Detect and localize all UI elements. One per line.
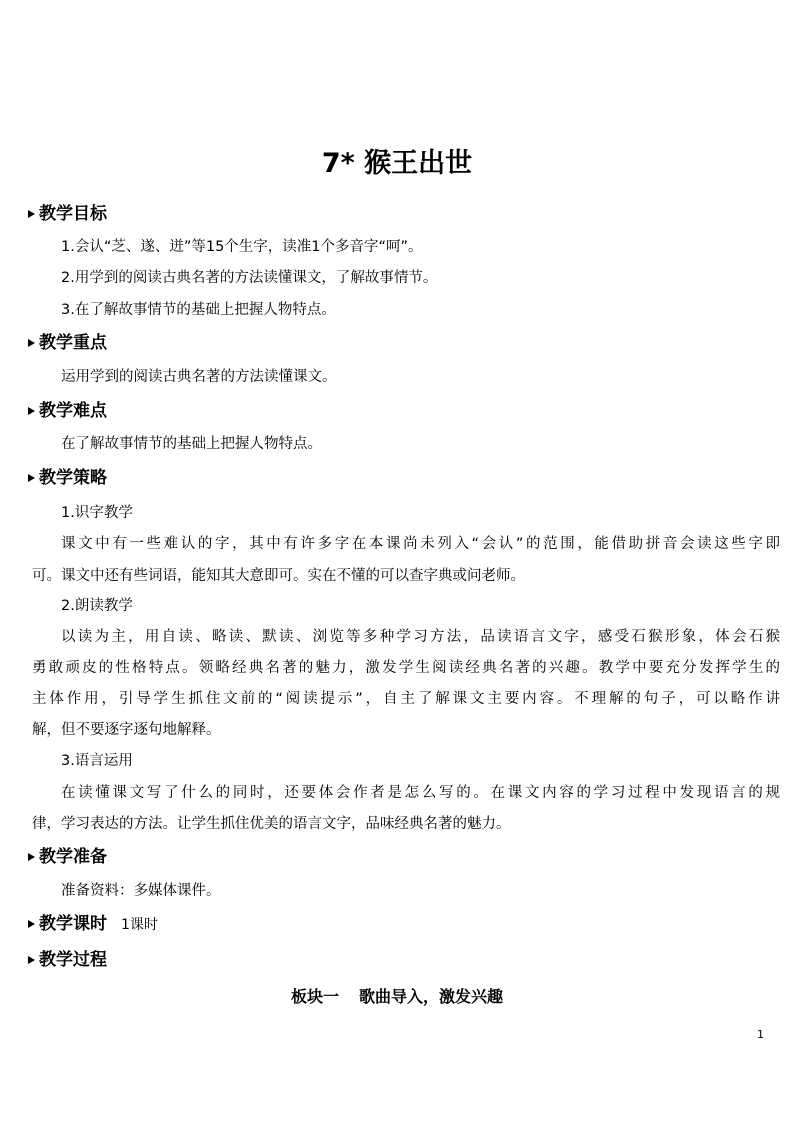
strategy-literacy-line: 课文中有一些难认的字，其中有许多字在本课尚未列入“会认”的范围，能借助拼音会读这些字即	[61, 536, 780, 552]
heading-difficulties	[28, 399, 107, 423]
triangle-bullet-icon	[28, 407, 35, 415]
strategy-language-line: 在读懂课文写了什么的同时，还要体会作者是怎么写的。在课文内容的学习过程中发现语言的规	[61, 785, 780, 801]
triangle-bullet-icon	[28, 210, 35, 218]
strategy-reading-line: 主体作用，引导学生抓住文前的“阅读提示”，自主了解课文主要内容。不理解的句子，可以略作讲	[32, 691, 780, 707]
strategy-reading-line: 以读为主，用自读、略读、默读、浏览等多种学习方法，品读语言文字，感受石猴形象，体会石猴	[61, 629, 780, 645]
strategy-reading-line: 勇敢顽皮的性格特点。领略经典名著的魅力，激发学生阅读经典名著的兴趣。教学中要充分发挥学生的	[32, 660, 780, 676]
strategy-reading-label: 2.朗读教学	[61, 598, 133, 614]
strategy-literacy-line: 可。课文中还有些词语，能知其大意即可。实在不懂的可以查字典或问老师。	[32, 568, 525, 584]
heading-teaching-goals	[28, 202, 107, 226]
heading-preparation	[28, 845, 107, 869]
triangle-bullet-icon	[28, 339, 35, 347]
heading-class-hours	[28, 912, 158, 937]
goal-item-2: 2.用学到的阅读古典名著的方法读懂课文，了解故事情节。	[61, 270, 438, 286]
heading-text: 教学难点	[39, 401, 107, 421]
strategy-language-label: 3.语言运用	[61, 753, 133, 769]
block-number: 板块一	[290, 987, 339, 1006]
goal-item-1: 1.会认“芝、遂、迸”等15个生字，读准1个多音字“呵”。	[61, 239, 423, 255]
triangle-bullet-icon	[28, 956, 35, 964]
page-number: 1	[757, 1028, 764, 1041]
heading-text: 教学策略	[39, 468, 107, 488]
heading-text: 教学课时	[39, 914, 107, 934]
goal-item-3: 3.在了解故事情节的基础上把握人物特点。	[61, 302, 336, 318]
heading-key-points	[28, 331, 107, 355]
triangle-bullet-icon	[28, 920, 35, 928]
lesson-title: 7* 猴王出世	[321, 148, 473, 179]
block-title	[0, 985, 794, 1009]
triangle-bullet-icon	[28, 474, 35, 482]
heading-text: 教学准备	[39, 847, 107, 867]
strategy-reading-line: 解，但不要逐字逐句地解释。	[32, 722, 221, 738]
difficulties-text: 在了解故事情节的基础上把握人物特点。	[61, 436, 322, 452]
heading-strategies	[28, 466, 107, 490]
block-name: 歌曲导入，激发兴趣	[359, 987, 504, 1006]
class-hours-value: 1课时	[121, 917, 158, 933]
key-points-text: 运用学到的阅读古典名著的方法读懂课文。	[61, 369, 337, 385]
strategy-literacy-label: 1.识字教学	[61, 505, 133, 521]
heading-text: 教学重点	[39, 333, 107, 353]
heading-process	[28, 948, 107, 972]
strategy-language-line: 律，学习表达的方法。让学生抓住优美的语言文字，品味经典名著的魅力。	[32, 816, 511, 832]
preparation-text: 准备资料：多媒体课件。	[61, 883, 221, 899]
heading-text: 教学过程	[39, 950, 107, 970]
heading-text: 教学目标	[39, 204, 107, 224]
triangle-bullet-icon	[28, 853, 35, 861]
